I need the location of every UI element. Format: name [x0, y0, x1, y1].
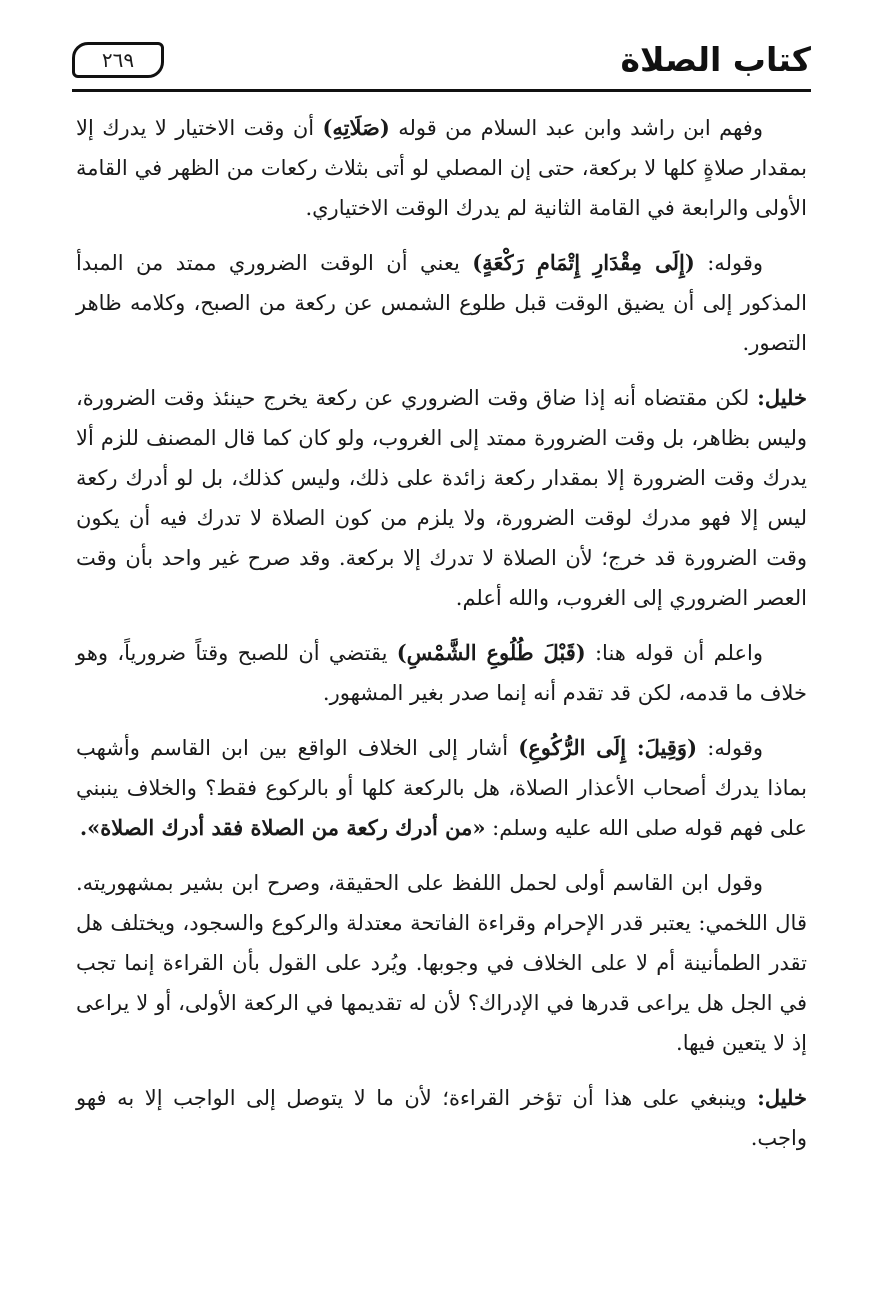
bold-text: (صَلَاتِهِ)	[322, 115, 390, 140]
bold-text: «من أدرك ركعة من الصلاة فقد أدرك الصلاة».	[79, 815, 486, 840]
bold-text: (إِلَى مِقْدَارِ إِتْمَامِ رَكْعَةٍ)	[472, 250, 695, 275]
body-text: يعني أن الوقت الضروري ممتد من المبدأ المذكور إلى أن يضيق الوقت قبل طلوع الشمس عن ركعة من الصبح، وكلامه ظاهر التصور.	[76, 251, 807, 355]
paragraph-4	[76, 633, 807, 713]
body-text: وقول ابن القاسم أولى لحمل اللفظ على الحقيقة، وصرح ابن بشير بمشهوريته. قال اللخمي: يعتبر قدر الإحرام وقراءة الفاتحة معتدلة والركوع والسجود، ويختلف هل تقدر الطمأنينة أم لا على الخلاف في وجوبها. ويُرد على القول بأن القراءة إنما تجب في الجل هل يراعى قدرها في الإدراك؟ لأن له تقديمها في الركعة الأولى، أو لا يراعى إذ لا يتعين فيها.	[76, 871, 807, 1055]
body-text: أن وقت الاختيار لا يدرك إلا بمقدار صلاةٍ كلها لا بركعة، حتى إن المصلي لو أتى بثلاث ركعات من الظهر في القامة الأولى والرابعة في القامة الثانية لم يدرك الوقت الاختياري.	[76, 116, 807, 220]
paragraph-2	[76, 243, 807, 363]
running-title: كتاب الصلاة	[620, 40, 811, 79]
paragraph-6	[76, 863, 807, 1063]
bold-text: خليل:	[757, 1085, 807, 1110]
header-rule	[72, 89, 811, 92]
page-number: ٢٦٩	[72, 42, 164, 78]
body-text: واعلم أن قوله هنا:	[585, 641, 764, 665]
body-text: وقوله:	[697, 736, 764, 760]
page-header	[72, 36, 811, 92]
body-text: لكن مقتضاه أنه إذا ضاق وقت الضروري عن ركعة يخرج حينئذ وقت الضرورة، وليس بظاهر، بل وقت الضرورة ممتد إلى الغروب، ولو كان كما قال المصنف للزم ألا يدرك وقت الضرورة إلا بمقدار ركعة زائدة على ذلك، وليس كذلك، بل لو أدرك ركعة ليس إلا فهو مدرك لوقت الضرورة، ولا يلزم من كون الصلاة لا تدرك فيه أن يكون وقت الضرورة قد خرج؛ لأن الصلاة لا تدرك إلا بركعة. وقد صرح غير واحد بأن وقت العصر الضروري إلى الغروب، والله أعلم.	[76, 386, 807, 610]
body-text: أشار إلى الخلاف الواقع بين ابن القاسم وأشهب بماذا يدرك أصحاب الأعذار الصلاة، هل بالركعة كلها أو بالركوع فقط؟ والخلاف ينبني على فهم قوله صلى الله عليه وسلم:	[76, 736, 807, 840]
bold-text: (وَقِيلَ: إِلَى الرُّكُوعِ)	[518, 735, 698, 760]
page-body	[76, 108, 807, 1173]
body-text: وقوله:	[694, 251, 763, 275]
bold-text: (قَبْلَ طُلُوعِ الشَّمْسِ)	[396, 640, 586, 665]
body-text: وفهم ابن راشد وابن عبد السلام من قوله	[389, 116, 763, 140]
body-text: وينبغي على هذا أن تؤخر القراءة؛ لأن ما لا يتوصل إلى الواجب إلا به فهو واجب.	[76, 1086, 807, 1150]
paragraph-7	[76, 1078, 807, 1158]
bold-text: خليل:	[757, 385, 807, 410]
paragraph-1	[76, 108, 807, 228]
paragraph-3	[76, 378, 807, 618]
body-text: يقتضي أن للصبح وقتاً ضرورياً، وهو خلاف ما قدمه، لكن قد تقدم أنه إنما صدر بغير المشهور.	[76, 641, 807, 705]
paragraph-5	[76, 728, 807, 848]
